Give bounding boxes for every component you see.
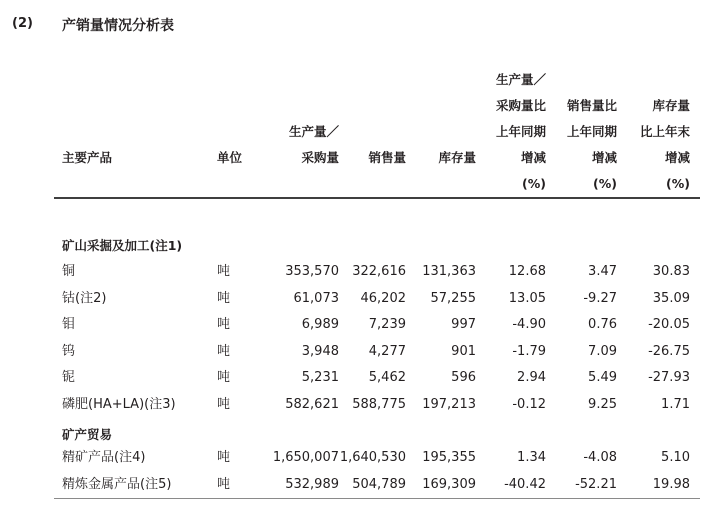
product-name: 磷肥(HA+LA)(注3) [62, 397, 176, 412]
unit-cell: 吨 [217, 450, 231, 465]
unit-cell: 吨 [217, 291, 231, 306]
group-title-trading: 矿产贸易 [62, 427, 113, 442]
sales-cell: 1,640,530 [339, 450, 406, 465]
product-name: 铜 [62, 264, 76, 279]
inventory-cell: 57,255 [430, 291, 476, 306]
table-row [0, 339, 712, 365]
production-cell: 582,621 [285, 397, 339, 412]
table-row [0, 445, 712, 471]
product-name: 钨 [62, 344, 76, 359]
inv-yoy-cell: 30.83 [652, 264, 690, 279]
inv-yoy-cell: 5.10 [661, 450, 690, 465]
table-row [0, 312, 712, 338]
inventory-cell: 131,363 [422, 264, 476, 279]
header-inv-yoy: 库存量 比上年末 增减 (%) [639, 98, 690, 191]
inv-yoy-cell: 35.09 [652, 291, 690, 306]
inventory-cell: 596 [451, 370, 476, 385]
unit-cell: 吨 [217, 397, 231, 412]
sales-cell: 322,616 [352, 264, 406, 279]
header-prod-yoy: 生产量／ 采购量比 上年同期 增减 (%) [495, 72, 546, 191]
product-name: 铌 [62, 370, 76, 385]
sales-cell: 5,462 [368, 370, 406, 385]
production-cell: 532,989 [285, 477, 339, 492]
header-unit: 单位 [217, 150, 243, 165]
group-title-mining: 矿山采掘及加工(注1) [62, 238, 183, 253]
unit-cell: 吨 [217, 477, 231, 492]
inventory-cell: 197,213 [422, 397, 476, 412]
sales-yoy-cell: -9.27 [583, 291, 617, 306]
prod-yoy-cell: 1.34 [517, 450, 546, 465]
production-cell: 6,989 [301, 317, 339, 332]
production-cell: 5,231 [301, 370, 339, 385]
sales-cell: 4,277 [368, 344, 406, 359]
table-row [0, 259, 712, 285]
inventory-cell: 997 [451, 317, 476, 332]
sales-yoy-cell: 9.25 [588, 397, 617, 412]
unit-cell: 吨 [217, 264, 231, 279]
unit-cell: 吨 [217, 370, 231, 385]
header-production: 生产量／ 采购量 [288, 124, 339, 165]
header-rule [54, 197, 700, 199]
production-cell: 61,073 [293, 291, 339, 306]
product-name: 精矿产品(注4) [62, 450, 146, 465]
prod-yoy-cell: 12.68 [508, 264, 546, 279]
table-row [0, 392, 712, 418]
sales-yoy-cell: -52.21 [575, 477, 617, 492]
inventory-cell: 195,355 [422, 450, 476, 465]
prod-yoy-cell: -0.12 [512, 397, 546, 412]
production-cell: 1,650,007 [272, 450, 339, 465]
inventory-cell: 169,309 [422, 477, 476, 492]
inv-yoy-cell: 19.98 [652, 477, 690, 492]
inv-yoy-cell: -20.05 [648, 317, 690, 332]
row-divider [54, 498, 700, 499]
sales-yoy-cell: 3.47 [588, 264, 617, 279]
table-row [0, 286, 712, 312]
sales-yoy-cell: -4.08 [583, 450, 617, 465]
sales-cell: 588,775 [352, 397, 406, 412]
header-product: 主要产品 [62, 150, 113, 165]
inv-yoy-cell: 1.71 [661, 397, 690, 412]
inventory-cell: 901 [451, 344, 476, 359]
section-title: 产销量情况分析表 [62, 18, 174, 34]
prod-yoy-cell: 13.05 [508, 291, 546, 306]
sales-cell: 504,789 [352, 477, 406, 492]
product-name: 钴(注2) [62, 291, 107, 306]
production-cell: 3,948 [301, 344, 339, 359]
inv-yoy-cell: -27.93 [648, 370, 690, 385]
table-row [0, 365, 712, 391]
prod-yoy-cell: 2.94 [517, 370, 546, 385]
header-sales: 销售量 [368, 150, 406, 165]
prod-yoy-cell: -1.79 [512, 344, 546, 359]
sales-yoy-cell: 0.76 [588, 317, 617, 332]
prod-yoy-cell: -40.42 [504, 477, 546, 492]
sales-cell: 7,239 [368, 317, 406, 332]
table-row [0, 472, 712, 498]
product-name: 精炼金属产品(注5) [62, 477, 172, 492]
sales-cell: 46,202 [360, 291, 406, 306]
unit-cell: 吨 [217, 344, 231, 359]
unit-cell: 吨 [217, 317, 231, 332]
header-sales-yoy: 销售量比 上年同期 增减 (%) [566, 98, 617, 191]
header-inventory: 库存量 [438, 150, 476, 165]
sales-yoy-cell: 7.09 [588, 344, 617, 359]
prod-yoy-cell: -4.90 [512, 317, 546, 332]
section-number: (2) [12, 16, 33, 31]
production-cell: 353,570 [285, 264, 339, 279]
product-name: 钼 [62, 317, 76, 332]
sales-yoy-cell: 5.49 [588, 370, 617, 385]
inv-yoy-cell: -26.75 [648, 344, 690, 359]
